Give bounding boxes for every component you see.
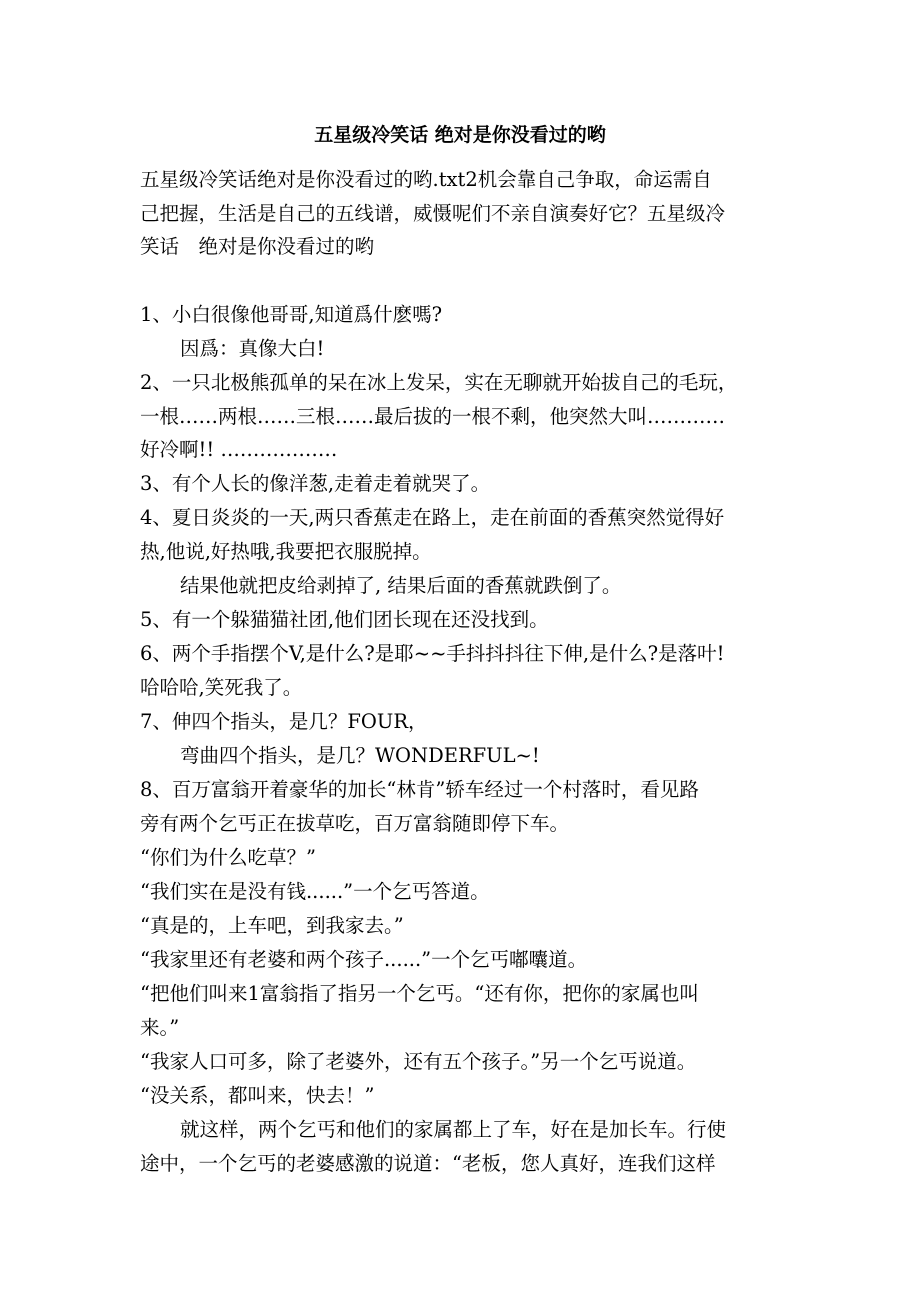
joke-2-line-1: 2、一只北极熊孤单的呆在冰上发呆，实在无聊就开始拔自己的毛玩， xyxy=(140,371,738,394)
joke-8-line-2: 旁有两个乞丐正在拔草吃，百万富翁随即停下车。 xyxy=(140,812,570,835)
joke-8-line-7: “把他们叫来1富翁指了指另一个乞丐。“还有你，把你的家属也叫 xyxy=(140,982,699,1005)
intro-line-2: 己把握，生活是自己的五线谱，威慑呢们不亲自演奏好它？五星级冷 xyxy=(140,202,726,225)
joke-8-line-12: 途中，一个乞丐的老婆感激的说道：“老板，您人真好，连我们这样 xyxy=(140,1152,716,1175)
joke-6-line-2: 哈哈哈,笑死我了。 xyxy=(140,676,303,699)
joke-7-line-2: 弯曲四个指头，是几？WONDERFUL~! xyxy=(180,744,540,767)
joke-3-line-1: 3、有个人长的像洋葱,走着走着就哭了。 xyxy=(140,472,491,495)
joke-4-line-3: 结果他就把皮给剥掉了, 结果后面的香蕉就跌倒了。 xyxy=(180,574,622,597)
joke-7-line-1: 7、伸四个指头，是几？FOUR， xyxy=(140,710,428,733)
joke-8-line-6: “我家里还有老婆和两个孩子......”一个乞丐嘟囔道。 xyxy=(140,948,588,971)
joke-4-line-2: 热,他说,好热哦,我要把衣服脱掉。 xyxy=(140,540,432,563)
joke-8-line-9: “我家人口可多，除了老婆外，还有五个孩子。”另一个乞丐说道。 xyxy=(140,1050,697,1073)
joke-2-line-3: 好冷啊!! ……………… xyxy=(140,438,338,461)
joke-1-line-1: 1、小白很像他哥哥,知道爲什麽嗎? xyxy=(140,303,443,326)
joke-8-line-1: 8、百万富翁开着豪华的加长“林肯”轿车经过一个村落时，看见路 xyxy=(140,778,699,801)
joke-8-line-8: 来。” xyxy=(140,1016,180,1039)
intro-line-3: 笑话 绝对是你没看过的哟 xyxy=(140,235,375,258)
joke-8-line-5: “真是的，上车吧，到我家去。” xyxy=(140,914,404,937)
joke-6-line-1: 6、两个手指摆个V,是什么?是耶~~手抖抖抖往下伸,是什么?是落叶! xyxy=(140,642,725,665)
joke-1-line-2: 因爲：真像大白! xyxy=(180,337,325,360)
joke-2-line-2: 一根……两根……三根……最后拔的一根不剩，他突然大叫………… xyxy=(140,405,726,428)
joke-8-line-11: 就这样，两个乞丐和他们的家属都上了车，好在是加长车。行使 xyxy=(180,1118,727,1141)
intro-line-1: 五星级冷笑话绝对是你没看过的哟.txt2机会靠自己争取，命运需自 xyxy=(140,168,712,191)
joke-5-line-1: 5、有一个躲猫猫社团,他们团长现在还没找到。 xyxy=(140,608,549,631)
joke-8-line-3: “你们为什么吃草？” xyxy=(140,846,316,869)
joke-4-line-1: 4、夏日炎炎的一天,两只香蕉走在路上，走在前面的香蕉突然觉得好 xyxy=(140,506,725,529)
joke-8-line-10: “没关系，都叫来，快去！” xyxy=(140,1084,375,1107)
document-title: 五星级冷笑话 绝对是你没看过的哟 xyxy=(314,124,606,146)
joke-8-line-4: “我们实在是没有钱......”一个乞丐答道。 xyxy=(140,880,490,903)
